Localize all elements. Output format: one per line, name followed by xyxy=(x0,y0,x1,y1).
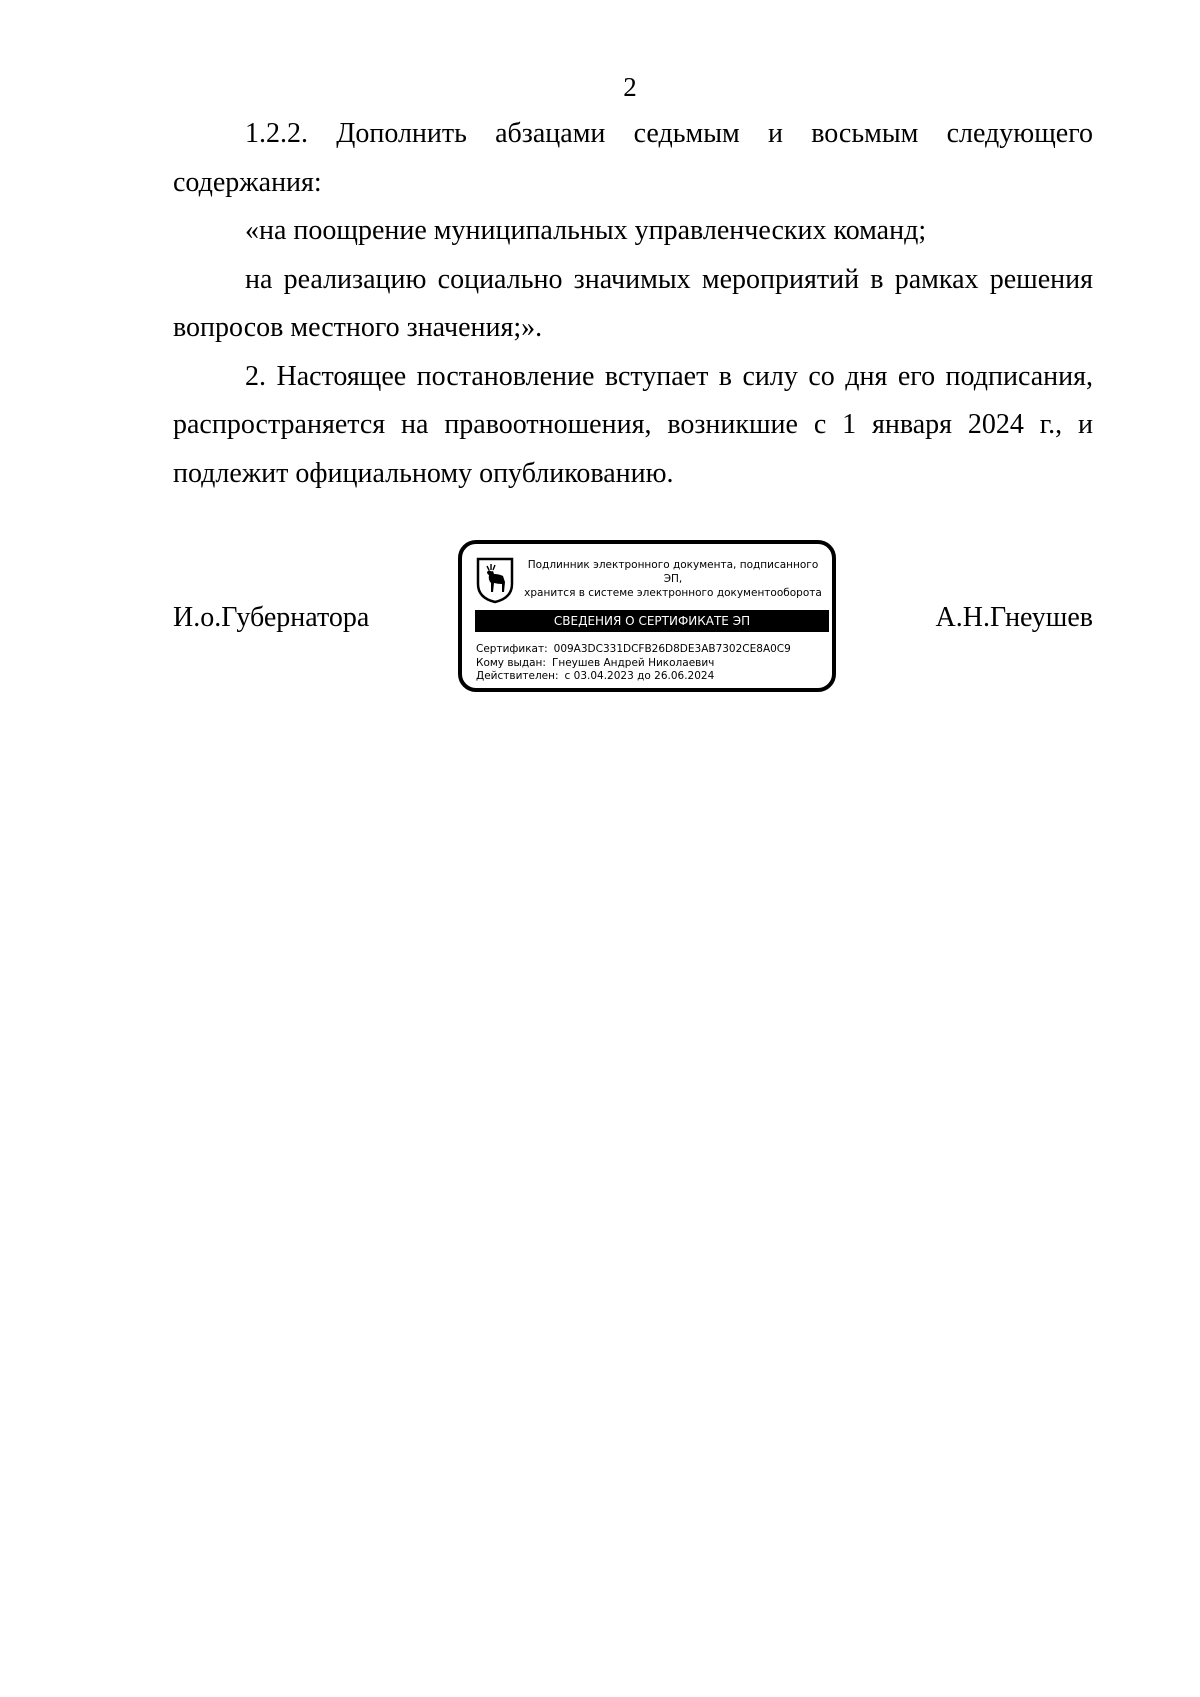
valid-row xyxy=(476,670,791,684)
paragraph-quote-line-1: «на поощрение муниципальных управленческих команд; xyxy=(245,215,927,246)
stamp-header-line-1: Подлинник электронного документа, подписанного ЭП, xyxy=(527,559,819,585)
deer-coat-of-arms-icon xyxy=(475,556,515,604)
certificate-value: 009A3DC331DCFB26D8DE3AB7302CE8A0C9 xyxy=(553,643,791,655)
issued-to-value: Гнеушев Андрей Николаевич xyxy=(551,656,715,669)
signer-name: А.Н.Гнеушев xyxy=(935,602,1093,633)
signer-title: И.о.Губернатора xyxy=(173,602,370,633)
certificate-label: Сертификат: xyxy=(476,643,548,655)
electronic-signature-stamp xyxy=(458,540,836,692)
certificate-info-bar: СВЕДЕНИЯ О СЕРТИФИКАТЕ ЭП xyxy=(475,610,829,632)
certificate-details xyxy=(476,643,791,684)
signature-block xyxy=(173,540,1093,700)
stamp-header-line-2: хранится в системе электронного документооборота xyxy=(524,587,822,599)
page-number: 2 xyxy=(623,72,637,102)
stamp-header xyxy=(518,558,828,600)
issued-to-row xyxy=(476,657,791,671)
paragraph-1-2-2: 1.2.2. Дополнить абзацами седьмым и восьмым следующего содержания: xyxy=(173,118,1093,198)
issued-to-label: Кому выдан: xyxy=(476,656,546,669)
valid-value: с 03.04.2023 до 26.06.2024 xyxy=(564,670,715,682)
paragraph-2-effective: 2. Настоящее постановление вступает в силу со дня его подписания, распространяется на правоотношения, возникшие с 1 января 2024 г., и подлежит официальному опубликованию. xyxy=(173,360,1093,489)
valid-label: Действителен: xyxy=(476,670,559,682)
certificate-row xyxy=(476,643,791,657)
paragraph-quote-line-2: на реализацию социально значимых мероприятий в рамках решения вопросов местного значения;». xyxy=(173,263,1093,343)
document-body xyxy=(173,110,1093,498)
